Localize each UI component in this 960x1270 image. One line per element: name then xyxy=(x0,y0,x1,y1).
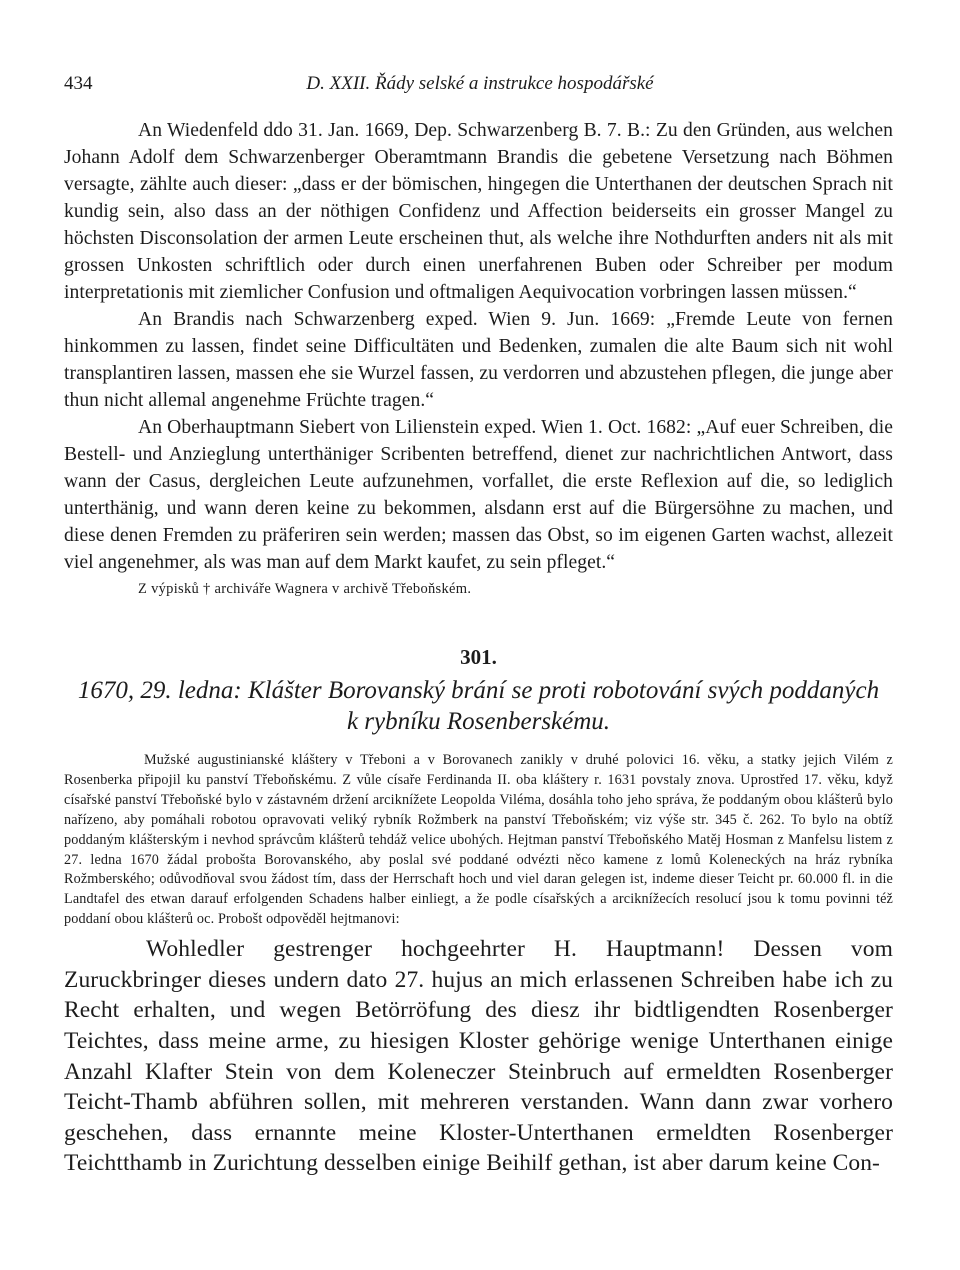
document-number: 301. xyxy=(460,645,497,669)
paragraph-wiedenfeld: An Wiedenfeld ddo 31. Jan. 1669, Dep. Schwarzenberg B. 7. B.: Zu den Gründen, aus welchen Johann Adolf dem Schwarzenberger Oberamtmann Brandis die gebetene Versetzung nach Böhmen versagte, zählte auch dieser: „dass er der bömischen, hingegen die Unterthanen der deutschen Sprach nit kundig sein, also dass an der nöthigen Confidenz und Affection beiderseits ein grosser Mangel zu höchsten Disconsolation der armen Leute erscheinen thut, als welche ihre Nothdurften anders nit als mit grossen Unkosten schriftlich oder durch einen unerfahrenen Buben oder Schreiber per modum interpretationis mit ziemlicher Confusion und oftmaligen Aequivocation vorbringen lassen müssen.“ xyxy=(64,120,893,303)
main-text xyxy=(64,117,893,1179)
running-title: D. XXII. Řády selské a instrukce hospodářské xyxy=(306,73,654,94)
paragraph-brandis: An Brandis nach Schwarzenberg exped. Wien 9. Jun. 1669: „Fremde Leute von fernen hinkommen zu lassen, findet seine Difficultäten und Bedenken, zumalen die alte Baum sich nit wohl transplantiren lassen, massen ehe sie Wurzel fassen, zu verdorren und abzustehen pflegen, die junge aber thun nicht allemal angenehme Früchte tragen.“ xyxy=(64,309,893,411)
paragraph-oberhauptmann: An Oberhauptmann Siebert von Lilienstein exped. Wien 1. Oct. 1682: „Auf euer Schreiben, die Bestell- und Anzieglung unterthäniger Scribenten betreffend, dienet zur nachrichtlichen Antwort, dass wann der Casus, dergleichen Leute aufzunehmen, vorfallet, die erste Reflexion auf die, so lediglich unterthänig, und wann deren keine zu bekommen, alsdann erst auf die Bürgersöhne zu machen, und diese denen Fremden zu präferiren sein werden; massen das Obst, so im eigenen Garten wachst, allezeit viel angenehmer, als was man auf dem Markt kaufet, zu sein pfleget.“ xyxy=(64,417,893,573)
source-note: Z výpisků † archiváře Wagnera v archivě Třeboňském. xyxy=(138,581,472,597)
letter-text: Wohledler gestrenger hochgeehrter H. Hauptmann! Dessen vom Zuruckbringer dieses undern dato 27. hujus an mich erlassenen Schreiben habe ich zu Recht erhalten, und wegen Betörröfung des diesz ihr bidtligendten Rosenberger Teichtes, dass meine arme, zu hiesigen Kloster gehörige wenige Unterthanen einige Anzahl Klafter Stein von dem Koleneczer Steinbruch auf ermeldten Rosenberger Teicht-Thamb abführen sollen, mit mehreren verstanden. Wann dann zwar vorhero geschehen, dass ernannte meine Kloster-Unterthanen ermeldten Rosenberger Teichtthamb in Zurichtung desselben einige Beihilf gethan, ist aber darum keine Con- xyxy=(64,936,893,1177)
document-title-line-1: 1670, 29. ledna: Klášter Borovanský brání se proti robotování svých poddaných xyxy=(77,677,880,704)
document-title-line-2: k rybníku Rosenberskému. xyxy=(346,708,611,735)
page-number: 434 xyxy=(64,73,93,94)
page-header xyxy=(64,73,896,101)
document-abstract: Mužské augustinianské kláštery v Třeboni a v Borovanech zanikly v druhé polovici 16. věku, a statky jejich Vilém z Rosenberka připojil ku panství Třeboňskému. Z vůle císaře Ferdinanda II. oba kláštery r. 1631 povstaly znova. Uprostřed 17. věku, když císařské panství Třeboňské bylo v zástavném držení arciknížete Leopolda Viléma, dosáhla toho jeho správa, že poddaným obou klášterů bylo nařízeno, aby pomáhali robotou opravovati veliký rybník Rožmberk na panství Třeboňském; viz výše str. 345 č. 262. To bylo na obtíž poddaným klášterským i nevhod správcům klášterů tehdáž velice ubohých. Hejtman panství Třeboňského Matěj Hosman z Manfelsu listem z 27. ledna 1670 žádal probošta Borovanského, aby poslal své poddané odvézti něco kamene z lomů Koleneckých na hráz rybníka Rožmberského; odůvodňoval svou žádost tím, dass der Herrschaft hoch und viel daran gelegen ist, indeme dieser Teicht pr. 60.000 fl. in die Landtafel des etwan darauf erfolgenden Schadens halber einliegt, a že podle císařských a arciknížecích resolucí jsou k tomu povinni též poddaní obou klášterů oc. Probošt odpověděl hejtmanovi: xyxy=(64,752,893,928)
